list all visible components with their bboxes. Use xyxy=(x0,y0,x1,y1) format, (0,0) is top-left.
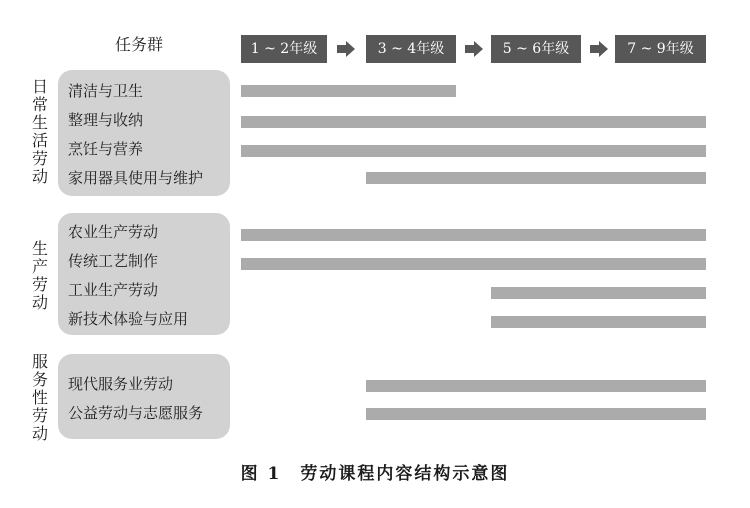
arrow-right-icon xyxy=(590,41,608,57)
task-bar xyxy=(366,380,706,392)
task-bar xyxy=(366,408,706,420)
task-bar xyxy=(241,116,706,128)
grade-band-5-6: 5 ~ 6年级 xyxy=(491,35,581,63)
task-label: 清洁与卫生 xyxy=(68,82,144,100)
grade-band-7-9: 7 ~ 9年级 xyxy=(615,35,706,63)
task-bar xyxy=(491,316,706,328)
task-bar xyxy=(241,85,456,97)
group-label-daily-life: 日常生活劳动 xyxy=(31,77,48,186)
task-label: 公益劳动与志愿服务 xyxy=(68,404,204,422)
arrow-right-icon xyxy=(465,41,483,57)
task-bar xyxy=(491,287,706,299)
task-bar xyxy=(241,258,706,270)
task-label: 传统工艺制作 xyxy=(68,252,159,270)
task-label: 工业生产劳动 xyxy=(68,281,159,299)
grade-band-3-4: 3 ~ 4年级 xyxy=(366,35,456,63)
task-label: 烹饪与营养 xyxy=(68,140,144,158)
task-label: 农业生产劳动 xyxy=(68,223,159,241)
group-box-service xyxy=(58,354,230,439)
group-label-production: 生产劳动 xyxy=(31,239,48,312)
task-label: 新技术体验与应用 xyxy=(68,310,189,328)
figure-caption: 图 1 劳动课程内容结构示意图 xyxy=(240,464,510,484)
task-label: 整理与收纳 xyxy=(68,111,144,129)
task-bar xyxy=(241,229,706,241)
task-group-header: 任务群 xyxy=(114,35,163,54)
group-label-service: 服务性劳动 xyxy=(31,352,48,443)
grade-band-1-2: 1 ~ 2年级 xyxy=(241,35,327,63)
task-label: 现代服务业劳动 xyxy=(68,375,174,393)
task-label: 家用器具使用与维护 xyxy=(68,169,204,187)
task-bar xyxy=(366,172,706,184)
task-bar xyxy=(241,145,706,157)
arrow-right-icon xyxy=(337,41,355,57)
